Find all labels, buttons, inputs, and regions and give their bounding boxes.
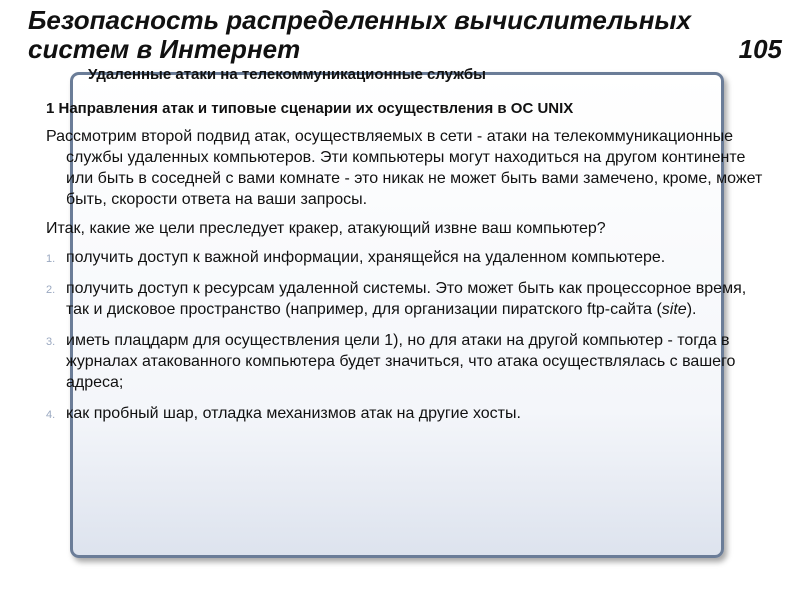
list-item [46,330,766,393]
presentation-title-line2: систем в Интернет [28,34,301,64]
list-item [46,278,766,320]
list-item-text: иметь плацдарм для осуществления цели 1), но для атаки на другой компьютер - тогда в журналах атакованного компьютера будет значиться, что атака осуществлялась с вашего адреса; [66,332,736,391]
presentation-title-line1: Безопасность распределенных вычислительных [28,5,692,35]
presentation-title [28,6,691,64]
page-number: 105 [738,34,782,64]
slide-content [46,98,766,434]
list-item [46,247,766,268]
list-item-italic-text: site [661,301,687,318]
goals-list [46,247,766,424]
list-item [46,403,766,424]
intro-paragraph: Рассмотрим второй подвид атак, осуществляемых в сети - атаки на телекоммуникационные службы удаленных компьютеров. Эти компьютеры могут находиться на другом континенте или быть в соседней с вами комнате - это никак не может быть вами замечено, кроме, может быть, скорости ответа на ваши запросы. [46,128,763,208]
list-number: 1. [46,253,56,265]
list-item-text: получить доступ к ресурсам удаленной системы. Это может быть как процессорное время, так и дисковое пространство (например, для организации пиратского ftp-сайта ( [66,280,747,318]
list-item-text: как пробный шар, отладка механизмов атак на другие хосты. [66,405,521,422]
list-number: 4. [46,409,56,421]
list-number: 3. [46,336,56,348]
list-item-text-end: ). [686,301,697,318]
card-title: Удаленные атаки на телекоммуникационные службы [88,66,486,83]
section-heading: 1 Направления атак и типовые сценарии их осуществления в ОС UNIX [46,100,574,117]
list-item-text: получить доступ к важной информации, хранящейся на удаленном компьютере. [66,249,666,266]
question-paragraph: Итак, какие же цели преследует кракер, атакующий извне ваш компьютер? [46,220,606,237]
list-number: 2. [46,284,56,296]
